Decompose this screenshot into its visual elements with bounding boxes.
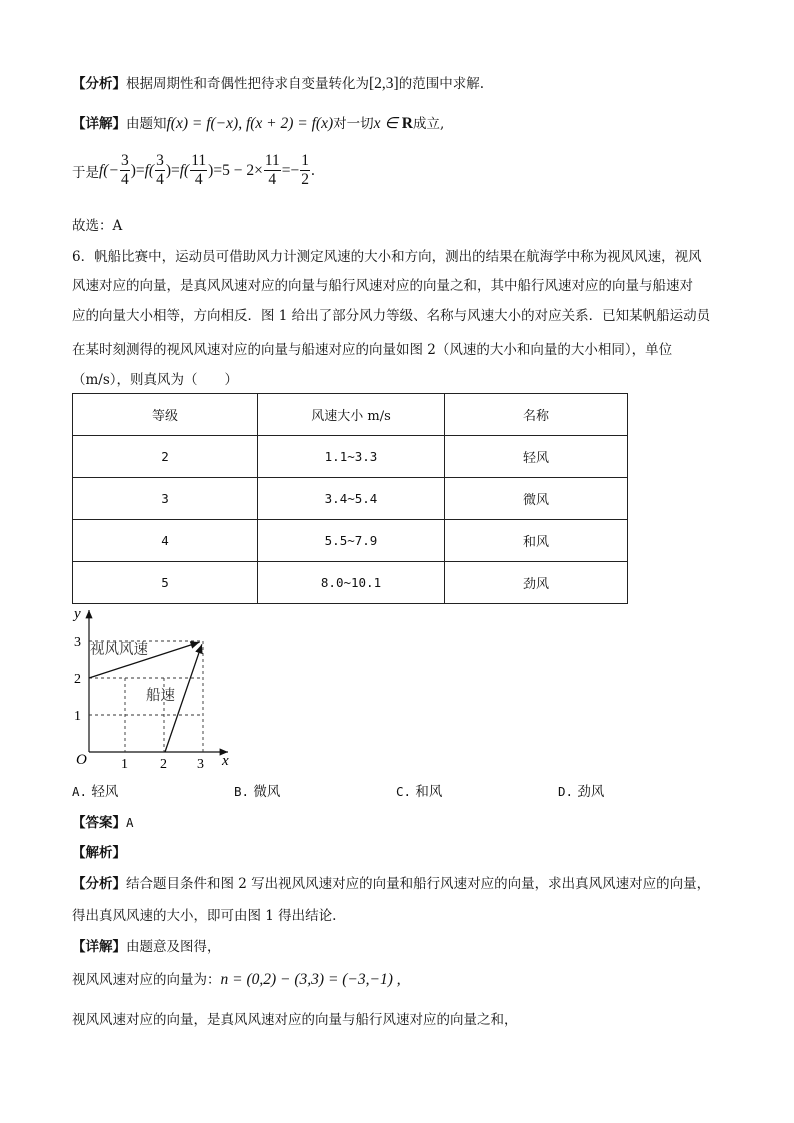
option-d[interactable]: D. 劲风 — [558, 784, 605, 800]
x-tick-1: 1 — [121, 757, 128, 772]
vector-figure — [68, 604, 248, 774]
jiexi-tag: 【解析】 — [72, 845, 126, 861]
table-row: 5 8.0~10.1 劲风 — [73, 562, 628, 604]
origin-label: O — [76, 752, 87, 768]
q6-line-1: 6．帆船比赛中，运动员可借助风力计测定风速的大小和方向，测出的结果在航海学中称为视风风速，视风 — [72, 249, 702, 265]
table-header: 等级 — [73, 394, 258, 436]
vector-line: 视风风速对应的向量为：n = (0,2) − (3,3) = (−3,−1) , — [72, 971, 401, 988]
boat-speed-label: 船速 — [146, 688, 175, 704]
detail-tag: 【详解】 — [72, 116, 126, 132]
table-row: 4 5.5~7.9 和风 — [73, 520, 628, 562]
q6-line-4: 在某时刻测得的视风风速对应的向量与船速对应的向量如图 2（风速的大小和向量的大小相同），单位 — [72, 342, 673, 358]
detail-line-1: 【详解】由题知f(x) = f(−x), f(x + 2) = f(x)对一切x ∈ R成立, — [72, 115, 445, 132]
apparent-wind-label: 视风风速 — [90, 642, 148, 658]
last-line: 视风风速对应的向量，是真风风速对应的向量与船行风速对应的向量之和， — [72, 1012, 518, 1028]
analysis-tag: 【分析】 — [72, 76, 126, 92]
pick-answer-1: 故选：A — [72, 218, 123, 234]
analysis-line-1: 【分析】根据周期性和奇偶性把待求自变量转化为[2,3]的范围中求解. — [72, 75, 484, 92]
table-header: 名称 — [445, 394, 628, 436]
table-header-row — [73, 394, 628, 436]
interval: [2,3] — [369, 75, 399, 92]
x-tick-3: 3 — [197, 757, 204, 772]
y-tick-2: 2 — [74, 672, 81, 687]
answer-line: 【答案】A — [72, 815, 134, 831]
y-tick-3: 3 — [74, 635, 81, 650]
answer-tag: 【答案】 — [72, 815, 126, 831]
wind-table — [72, 393, 628, 604]
option-c[interactable]: C. 和风 — [396, 784, 443, 800]
q6-line-2: 风速对应的向量，是真风风速对应的向量与船行风速对应的向量之和，其中船行风速对应的向量与船速对 — [72, 278, 693, 294]
x-axis-label: x — [222, 753, 229, 769]
q6-line-3: 应的向量大小相等，方向相反．图 1 给出了部分风力等级、名称与风速大小的对应关系．已知某帆船运动员 — [72, 308, 711, 324]
y-tick-1: 1 — [74, 709, 81, 724]
analysis-line-3: 得出真风风速的大小，即可由图 1 得出结论. — [72, 908, 337, 924]
detail-line-2: 【详解】由题意及图得， — [72, 939, 221, 955]
table-row: 2 1.1~3.3 轻风 — [73, 436, 628, 478]
analysis-line-2: 【分析】结合题目条件和图 2 写出视风风速对应的向量和船行风速对应的向量，求出真风风速对应的向量， — [72, 876, 711, 892]
option-a[interactable]: A. 轻风 — [72, 784, 119, 800]
table-header: 风速大小 m/s — [258, 394, 445, 436]
table-row: 3 3.4~5.4 微风 — [73, 478, 628, 520]
equation-line: 于是 f(− $\frac{3}{4}$ ) = f( $\frac{3}{4}$ ) = f( $\frac{11}{4}$ ) = 5 − 2× $\frac{11}{4}$ = − $\frac{1}{2}$ . — [72, 152, 315, 188]
x-tick-2: 2 — [160, 757, 167, 772]
y-axis-label: y — [74, 606, 81, 622]
option-b[interactable]: B. 微风 — [234, 784, 281, 800]
q6-line-5: （m/s），则真风为（ ） — [72, 372, 239, 388]
